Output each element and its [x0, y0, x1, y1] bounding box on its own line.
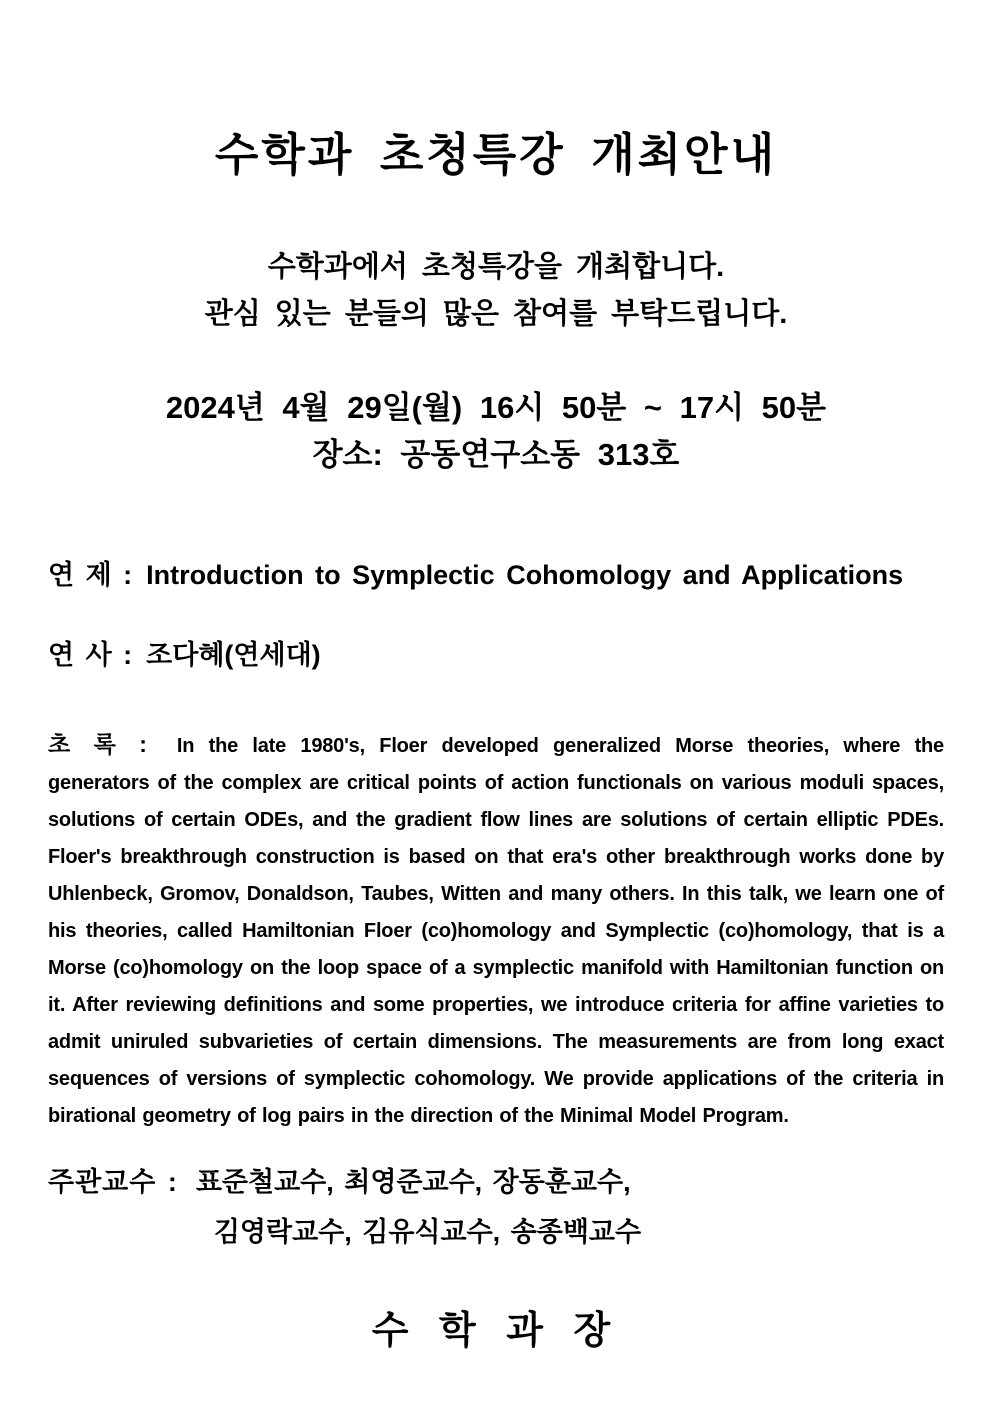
organizers-line-2: 김영락교수, 김유식교수, 송종백교수: [213, 1217, 642, 1247]
topic-value: Introduction to Symplectic Cohomology and Applications: [146, 560, 904, 590]
organizers-label: 주관교수 :: [48, 1167, 178, 1197]
speaker-label: 연 사 :: [48, 640, 133, 670]
speaker-row: [48, 638, 944, 672]
event-datetime: 2024년 4월 29일(월) 16시 50분 ~ 17시 50분: [165, 390, 827, 425]
organizers-names: [196, 1157, 641, 1257]
intro-line-2: 관심 있는 분들의 많은 참여를 부탁드립니다.: [204, 298, 788, 330]
signature-line: 수 학 과 장: [371, 1310, 621, 1352]
topic-label: 연 제 :: [48, 560, 133, 590]
topic-row: [48, 558, 944, 592]
intro-block: [48, 244, 944, 338]
abstract-text: In the late 1980's, Floer developed generalized Morse theories, where the generators of the complex are critical points of action functionals on various moduli spaces, solutions of certain ODEs, and the gradient flow lines are solutions of certain elliptic PDEs. Floer's breakthrough construction is based on that era's other breakthrough works done by Uhlenbeck, Gromov, Donaldson, Taubes, Witten and many others. In this talk, we learn one of his theories, called Hamiltonian Floer (co)homology and Symplectic (co)homology, that is a Morse (co)homology on the loop space of a symplectic manifold with Hamiltonian function on it. After reviewing definitions and some properties, we introduce criteria for affine varieties to admit uniruled subvarieties of certain dimensions. The measurements are from long exact sequences of versions of symplectic cohomology. We provide applications of the criteria in birational geometry of log pairs in the direction of the Minimal Model Program.: [48, 735, 944, 1127]
event-location: 장소: 공동연구소동 313호: [312, 437, 680, 472]
abstract-paragraph: [48, 726, 944, 1135]
abstract-label: 초 록 :: [48, 731, 151, 757]
speaker-value: 조다혜(연세대): [146, 640, 321, 670]
intro-line-1: 수학과에서 초청특강을 개최합니다.: [267, 251, 725, 283]
organizers-line-1: 표준철교수, 최영준교수, 장동훈교수,: [195, 1167, 631, 1197]
page-title: 수학과 초청특강 개최안내: [214, 129, 778, 180]
schedule-block: [48, 384, 944, 478]
organizers-block: [48, 1157, 944, 1257]
